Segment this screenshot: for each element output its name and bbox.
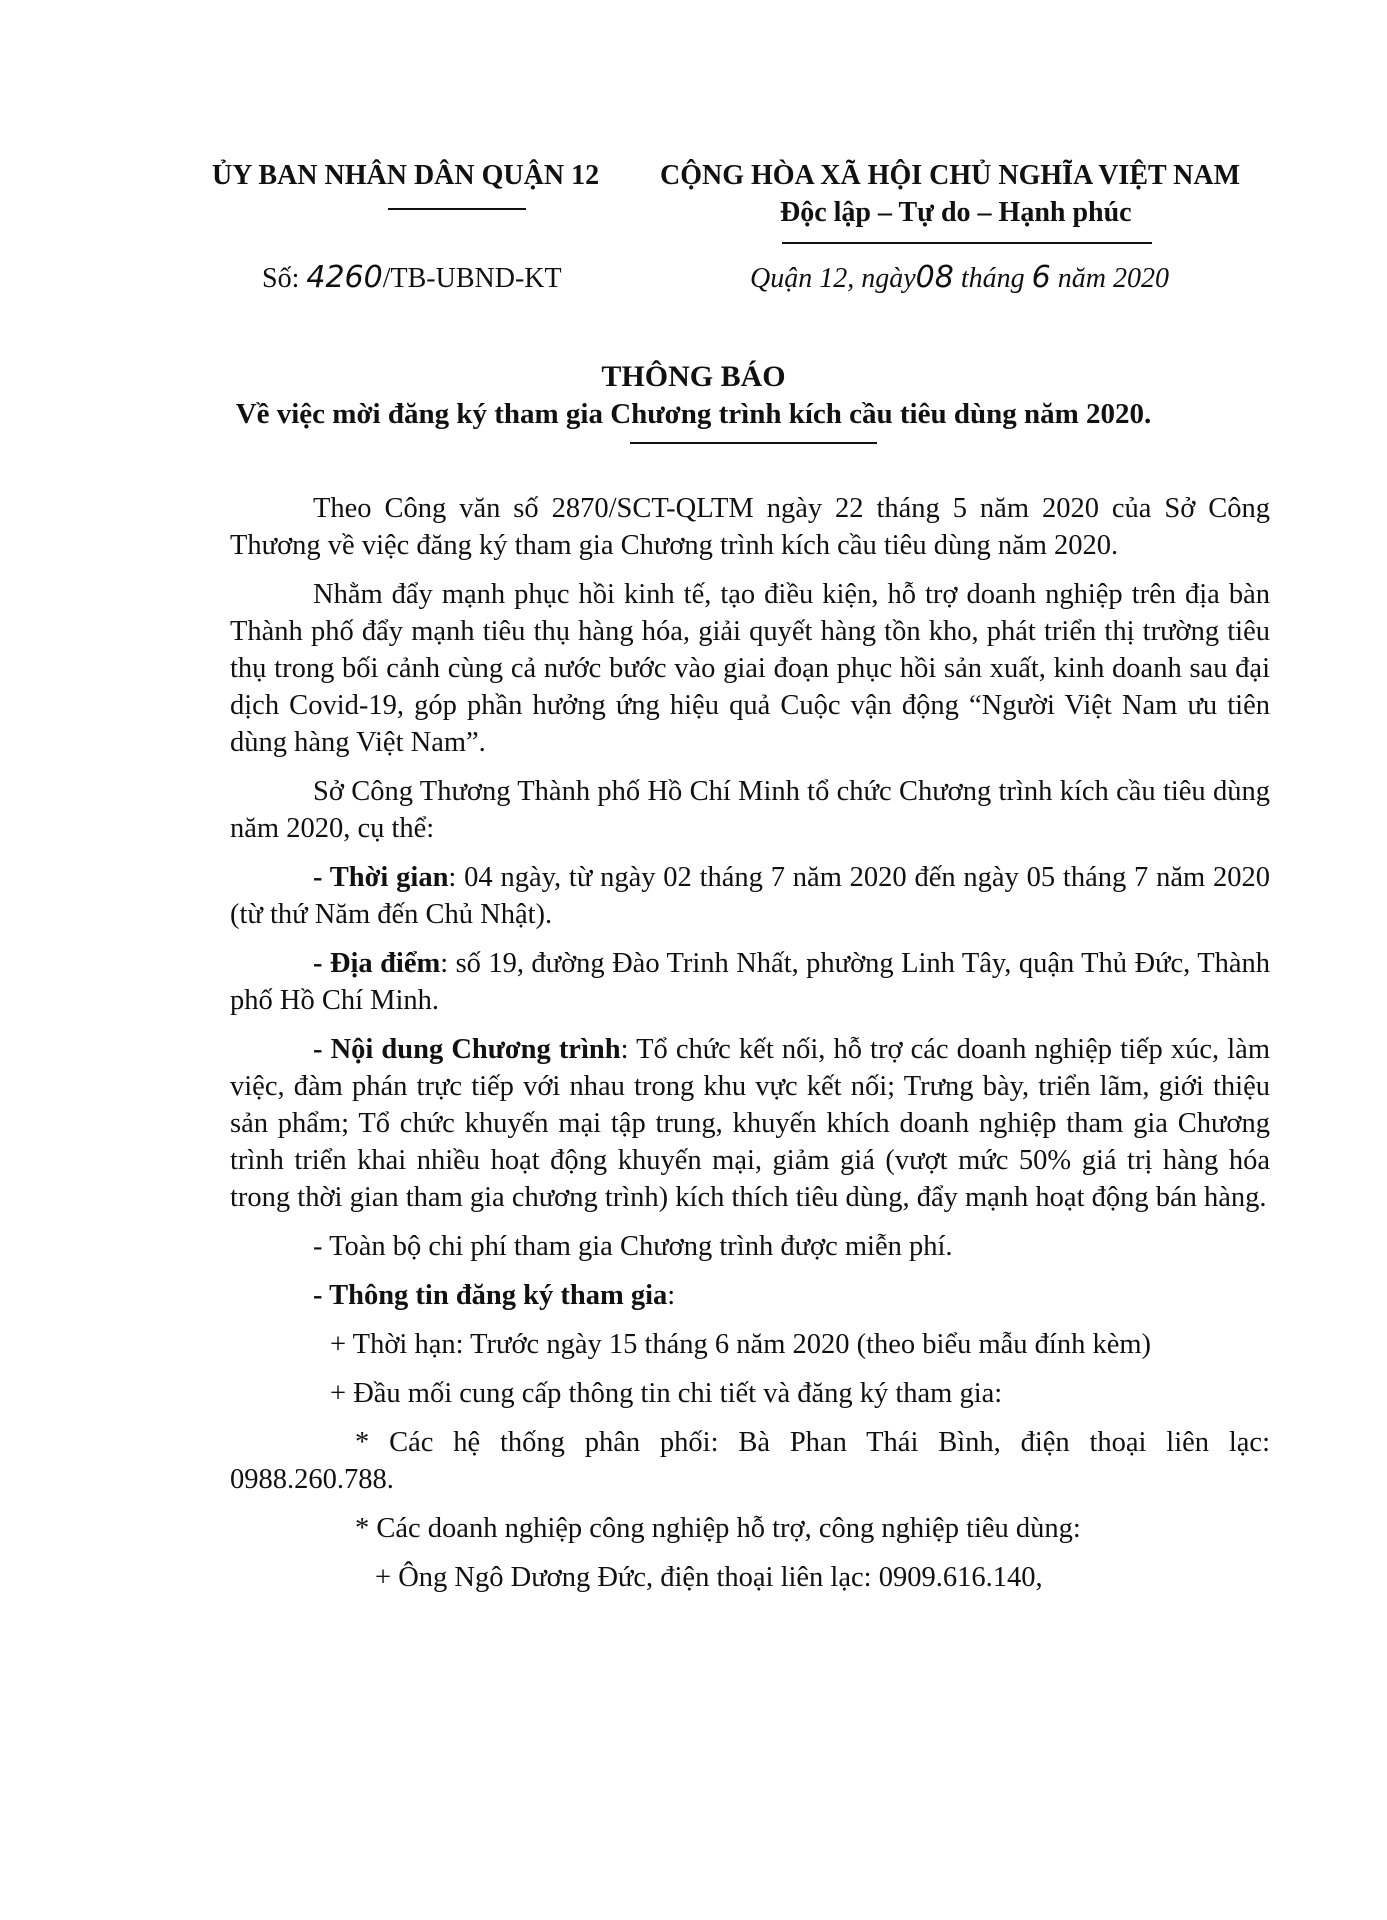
motto-underline: [782, 242, 1152, 244]
time-label: - Thời gian: [313, 862, 449, 893]
document-date: [750, 260, 1169, 295]
paragraph-organizer: Sở Công Thương Thành phố Hồ Chí Minh tổ chức Chương trình kích cầu tiêu dùng năm 2020, cụ thể:: [230, 776, 1270, 844]
date-prefix: Quận 12, ngày: [750, 263, 916, 294]
content-text: : Tổ chức kết nối, hỗ trợ các doanh nghiệp tiếp xúc, làm việc, đàm phán trực tiếp với nhau trong khu vực kết nối; Trưng bày, triển lãm, giới thiệu sản phẩm; Tổ chức khuyến mại tập trung, khuyến khích doanh nghiệp tham gia Chương trình triển khai nhiều hoạt động khuyến mại, giảm giá (vượt mức 50% giá trị hàng hóa trong thời gian tham gia chương trình) kích thích tiêu dùng, đẩy mạnh hoạt động bán hàng.: [230, 1034, 1270, 1213]
issuing-organization: ỦY BAN NHÂN DÂN QUẬN 12: [212, 160, 600, 191]
time-text: : 04 ngày, từ ngày 02 tháng 7 năm 2020 đến ngày 05 tháng 7 năm 2020 (từ thứ Năm đến Chủ Nhật).: [230, 862, 1270, 930]
item-industry-contact: * Các doanh nghiệp công nghiệp hỗ trợ, công nghiệp tiêu dùng:: [355, 1513, 1081, 1544]
date-month-label: tháng: [953, 263, 1032, 294]
national-motto: Độc lập – Tự do – Hạnh phúc: [780, 197, 1132, 228]
org-underline: [388, 208, 526, 210]
item-deadline: + Thời hạn: Trước ngày 15 tháng 6 năm 2020 (theo biểu mẫu đính kèm): [330, 1329, 1152, 1360]
place-text: : số 19, đường Đào Trinh Nhất, phường Linh Tây, quận Thủ Đức, Thành phố Hồ Chí Minh.: [230, 948, 1270, 1016]
national-title: CỘNG HÒA XÃ HỘI CHỦ NGHĨA VIỆT NAM: [660, 160, 1241, 191]
place-label: - Địa điểm: [313, 948, 441, 979]
doc-number-suffix: /TB-UBND-KT: [382, 263, 562, 294]
registration-label: - Thông tin đăng ký tham gia: [313, 1280, 668, 1311]
paragraph-reference: Theo Công văn số 2870/SCT-QLTM ngày 22 tháng 5 năm 2020 của Sở Công Thương về việc đăng ký tham gia Chương trình kích cầu tiêu dùng năm 2020.: [230, 493, 1270, 561]
item-distribution-contact: * Các hệ thống phân phối: Bà Phan Thái Bình, điện thoại liên lạc: 0988.260.788.: [230, 1427, 1270, 1495]
item-content: [230, 1031, 1270, 1216]
document-title: THÔNG BÁO: [601, 360, 786, 393]
paragraph-purpose: Nhằm đẩy mạnh phục hồi kinh tế, tạo điều kiện, hỗ trợ doanh nghiệp trên địa bàn Thành phố đẩy mạnh tiêu thụ hàng hóa, giải quyết hàng tồn kho, phát triển thị trường tiêu thụ trong bối cảnh cùng cả nước bước vào giai đoạn phục hồi sản xuất, kinh doanh sau đại dịch Covid-19, góp phần hưởng ứng hiệu quả Cuộc vận động “Người Việt Nam ưu tiên dùng hàng Việt Nam”.: [230, 579, 1270, 758]
document-body: [230, 490, 1270, 1608]
registration-colon: :: [667, 1280, 676, 1311]
item-registration: [230, 1277, 1270, 1314]
doc-number-handwritten: 4260: [306, 260, 383, 295]
item-cost: - Toàn bộ chi phí tham gia Chương trình được miễn phí.: [313, 1231, 953, 1262]
document-number: [262, 260, 562, 295]
item-contact-intro: + Đầu mối cung cấp thông tin chi tiết và đăng ký tham gia:: [330, 1378, 1003, 1409]
item-contact-duc: + Ông Ngô Dương Đức, điện thoại liên lạc: 0909.616.140,: [375, 1562, 1043, 1593]
item-place: [230, 945, 1270, 1019]
subject-underline: [630, 442, 877, 444]
date-month-handwritten: 6: [1031, 260, 1051, 295]
document-subject: Về việc mời đăng ký tham gia Chương trình kích cầu tiêu dùng năm 2020.: [235, 398, 1152, 430]
date-year: năm 2020: [1050, 263, 1169, 294]
item-time: [230, 859, 1270, 933]
date-day-handwritten: 08: [915, 260, 954, 295]
content-label: - Nội dung Chương trình: [313, 1034, 621, 1065]
doc-number-prefix: Số:: [262, 263, 307, 294]
